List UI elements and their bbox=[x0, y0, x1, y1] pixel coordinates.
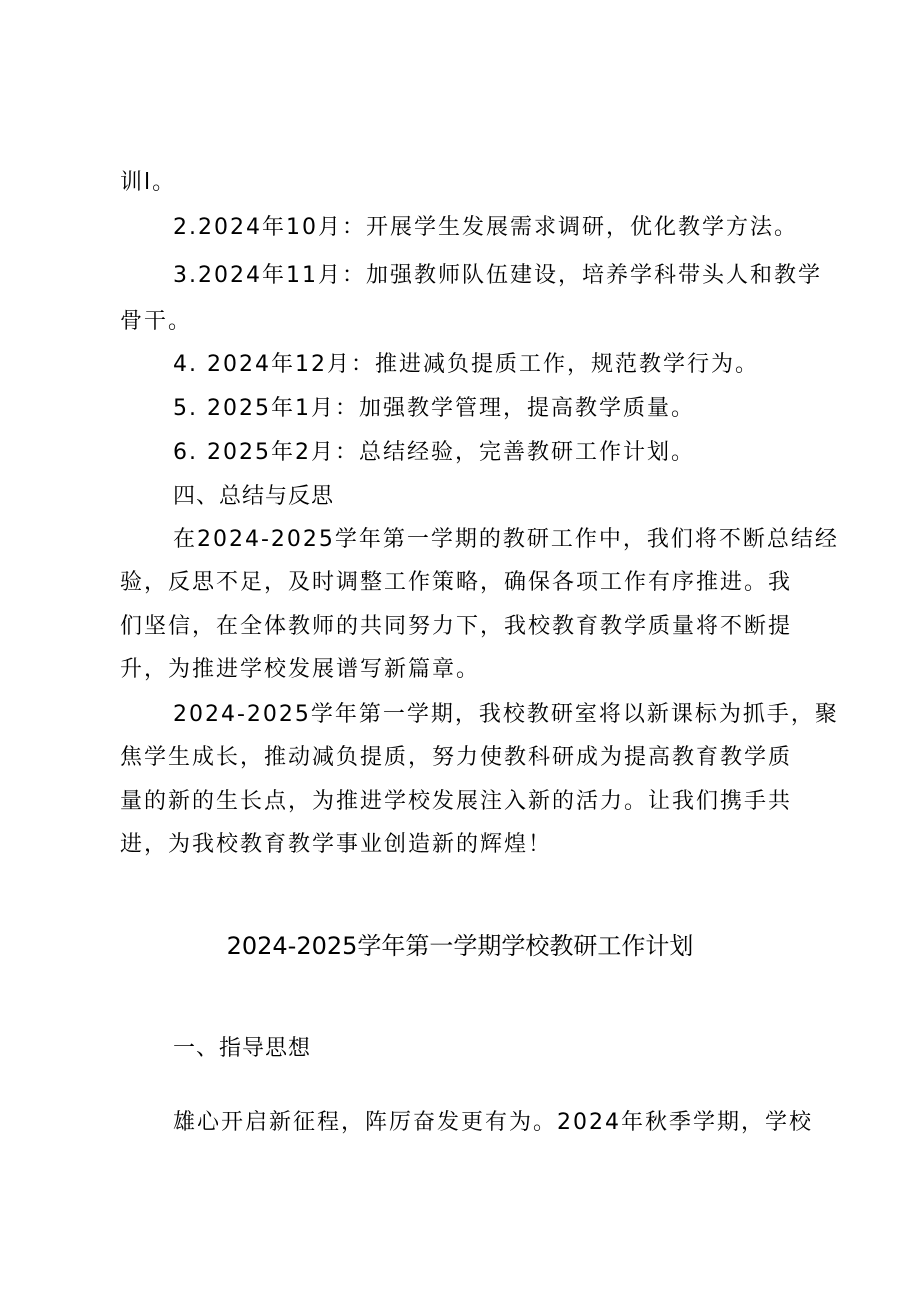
closing-para-line-4: 进，为我校教育教学事业创造新的辉煌！ bbox=[120, 832, 553, 857]
schedule-item-2: 2.2024年10月：开展学生发展需求调研，优化教学方法。 bbox=[173, 215, 798, 240]
summary-para-line-4: 升，为推进学校发展谱写新篇章。 bbox=[120, 657, 481, 682]
summary-para-line-2: 验，反思不足，及时调整工作策略，确保各项工作有序推进。我 bbox=[120, 570, 793, 595]
guiding-para-line-1: 雄心开启新征程，阵厉奋发更有为。2024年秋季学期，学校 bbox=[173, 1110, 813, 1135]
section-heading-summary: 四、总结与反思 bbox=[173, 484, 335, 509]
closing-para-line-2: 焦学生成长，推动减负提质，努力使教科研成为提高教育教学质 bbox=[120, 745, 793, 770]
document-title: 2024-2025学年第一学期学校教研工作计划 bbox=[226, 932, 694, 960]
summary-para-line-1: 在2024-2025学年第一学期的教研工作中，我们将不断总结经 bbox=[173, 527, 839, 552]
section-heading-guiding-thought: 一、指导思想 bbox=[173, 1036, 312, 1061]
schedule-item-6: 6. 2025年2月：总结经验，完善教研工作计划。 bbox=[173, 440, 695, 465]
continuation-text: 训l。 bbox=[120, 170, 177, 195]
schedule-item-5: 5. 2025年1月：加强教学管理，提高教学质量。 bbox=[173, 396, 695, 421]
summary-para-line-3: 们坚信，在全体教师的共同努力下，我校教育教学质量将不断提 bbox=[120, 614, 793, 639]
schedule-item-3-cont: 骨干。 bbox=[120, 309, 193, 334]
schedule-item-3: 3.2024年11月：加强教师队伍建设，培养学科带头人和教学 bbox=[173, 263, 822, 288]
closing-para-line-3: 量的新的生长点，为推进学校发展注入新的活力。让我们携手共 bbox=[120, 789, 793, 814]
closing-para-line-1: 2024-2025学年第一学期，我校教研室将以新课标为抓手，聚 bbox=[173, 702, 839, 727]
schedule-item-4: 4. 2024年12月：推进减负提质工作，规范教学行为。 bbox=[173, 352, 759, 377]
